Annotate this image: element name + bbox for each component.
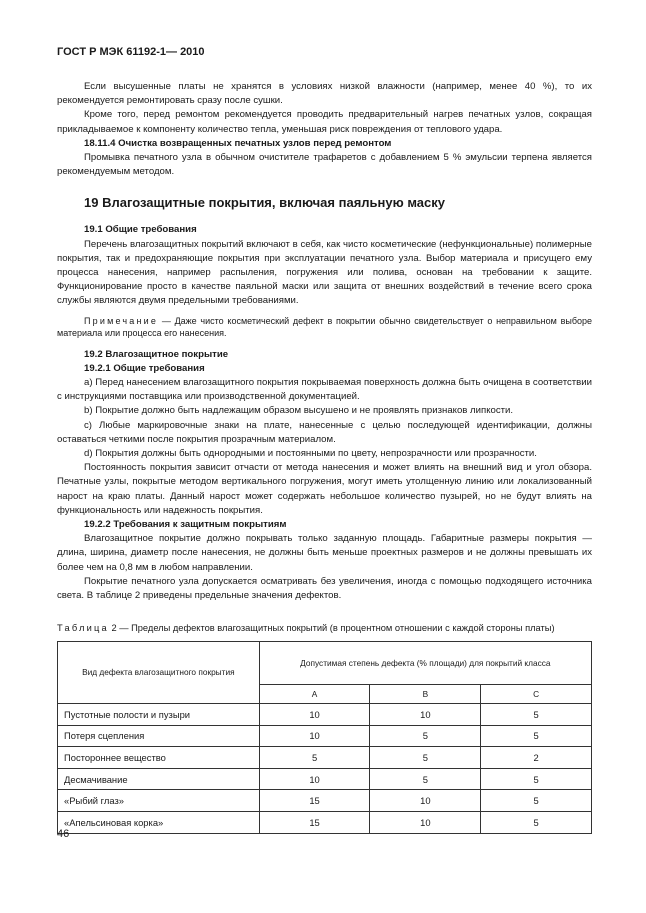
defect-name-cell: Десмачивание bbox=[58, 768, 260, 790]
paragraph-preheat: Кроме того, перед ремонтом рекомендуется проводить предварительный нагрев печатных узлов, сокращая прикладываемое к компоненту количество тепла, уменьшая риск повреждения от теплового удара. bbox=[57, 109, 592, 135]
column-header-class-b: В bbox=[370, 685, 481, 704]
section-19-2-heading: 19.2 Влагозащитное покрытие bbox=[84, 348, 229, 360]
class-c-cell: 5 bbox=[481, 704, 592, 726]
class-a-cell: 15 bbox=[259, 811, 370, 833]
defect-name-cell: «Апельсиновая корка» bbox=[58, 811, 260, 833]
note bbox=[57, 315, 592, 340]
class-c-cell: 5 bbox=[481, 811, 592, 833]
class-b-cell: 5 bbox=[370, 725, 481, 747]
note-text: — Даже чисто косметический дефект в покрытии обычно свидетельствует о неправильном выборе материала или процесса его нанесения. bbox=[57, 315, 592, 339]
table-caption bbox=[57, 623, 555, 633]
list-item-b: b) Покрытие должно быть надлежащим образом высушено и не проявлять признаков липкости. bbox=[84, 405, 514, 417]
class-a-cell: 15 bbox=[259, 790, 370, 812]
document-body bbox=[57, 80, 592, 603]
class-a-cell: 10 bbox=[259, 768, 370, 790]
section-19-2-2-heading: 19.2.2 Требования к защитным покрытиям bbox=[84, 519, 287, 531]
paragraph-coatings-list: Перечень влагозащитных покрытий включают в себя, как чисто косметические (нефункциональные) полимерные покрытия, так и предохраняющие покрытия при эксплуатации печатного узла. Выбор материала и присущего ему процесса нанесения, например распыления, погружения или полива, основан на требовании к защите. Функционирование просто в качестве паяльной маски или защита от внешних воздействий в течение всего срока службы являются двумя предельными требованиями. bbox=[57, 238, 592, 307]
class-b-cell: 10 bbox=[370, 811, 481, 833]
table-caption-label: Таблица bbox=[57, 623, 109, 633]
table-row bbox=[58, 704, 592, 726]
table-row bbox=[58, 747, 592, 769]
paragraph-consistency: Постоянность покрытия зависит отчасти от метода нанесения и может влиять на внешний вид и угол обзора. Печатные узлы, покрытые методом вертикального погружения, могут иметь утолщенную линию или локализованный нарост на краю платы. Данный нарост может содержать небольшое количество пузырей, но не будут влиять на функциональность или надежность покрытия. bbox=[57, 462, 592, 516]
note-label: Примечание bbox=[84, 315, 159, 326]
class-a-cell: 10 bbox=[259, 725, 370, 747]
column-header-class-a: А bbox=[259, 685, 370, 704]
document-header: ГОСТ Р МЭК 61192-1— 2010 bbox=[57, 46, 205, 58]
class-b-cell: 5 bbox=[370, 768, 481, 790]
table-caption-text: 2 — Пределы дефектов влагозащитных покрытий (в процентном отношении с каждой стороны платы) bbox=[108, 623, 555, 633]
class-c-cell: 5 bbox=[481, 768, 592, 790]
section-19-1-heading: 19.1 Общие требования bbox=[84, 224, 197, 236]
defect-name-cell: Потеря сцепления bbox=[58, 725, 260, 747]
paragraph-cleaning: Промывка печатного узла в обычном очистителе трафаретов с добавлением 5 % эмульсии терпена является рекомендуемым методом. bbox=[57, 152, 592, 178]
paragraph-inspection: Покрытие печатного узла допускается осматривать без увеличения, иногда с помощью подходящего источника света. В таблице 2 приведены предельные значения дефектов. bbox=[57, 575, 592, 602]
class-c-cell: 2 bbox=[481, 747, 592, 769]
column-header-class-c: С bbox=[481, 685, 592, 704]
class-b-cell: 5 bbox=[370, 747, 481, 769]
class-b-cell: 10 bbox=[370, 790, 481, 812]
paragraph-coverage: Влагозащитное покрытие должно покрывать только заданную площадь. Габаритные размеры покрытия — длина, ширина, диаметр после нанесения, не должны быть меньше проектных размеров и не должны превышать их более чем на 0,8 мм в любом направлении. bbox=[57, 533, 592, 573]
class-c-cell: 5 bbox=[481, 725, 592, 747]
page-number: 46 bbox=[57, 828, 70, 840]
table-row bbox=[58, 725, 592, 747]
list-item-a: а) Перед нанесением влагозащитного покрытия покрываемая поверхность должна быть очищена в соответствии с инструкциями поставщика или производственной документацией. bbox=[57, 377, 592, 403]
class-c-cell: 5 bbox=[481, 790, 592, 812]
class-a-cell: 10 bbox=[259, 704, 370, 726]
table-row bbox=[58, 790, 592, 812]
defect-name-cell: «Рыбий глаз» bbox=[58, 790, 260, 812]
column-header-tolerance-group: Допустимая степень дефекта (% площади) для покрытий класса bbox=[259, 642, 591, 685]
list-item-c: с) Любые маркировочные знаки на плате, нанесенные с целью последующей идентификации, должны оставаться четкими после покрытия прозрачным материалом. bbox=[57, 419, 592, 445]
list-item-d: d) Покрытия должны быть однородными и постоянными по цвету, непрозрачности или прозрачности. bbox=[84, 448, 537, 460]
column-header-defect-type: Вид дефекта влагозащитного покрытия bbox=[58, 642, 260, 704]
defect-name-cell: Постороннее вещество bbox=[58, 747, 260, 769]
section-19-heading: 19 Влагозащитные покрытия, включая паяльную маску bbox=[84, 195, 445, 211]
section-18-11-4-heading: 18.11.4 Очистка возвращенных печатных узлов перед ремонтом bbox=[84, 137, 392, 149]
table-row bbox=[58, 768, 592, 790]
paragraph-drying: Если высушенные платы не хранятся в условиях низкой влажности (например, менее 40 %), то их рекомендуется ремонтировать сразу после сушки. bbox=[57, 81, 592, 107]
section-19-2-1-heading: 19.2.1 Общие требования bbox=[84, 362, 205, 374]
defect-name-cell: Пустотные полости и пузыри bbox=[58, 704, 260, 726]
defects-table bbox=[57, 641, 592, 834]
class-b-cell: 10 bbox=[370, 704, 481, 726]
table-row bbox=[58, 811, 592, 833]
class-a-cell: 5 bbox=[259, 747, 370, 769]
